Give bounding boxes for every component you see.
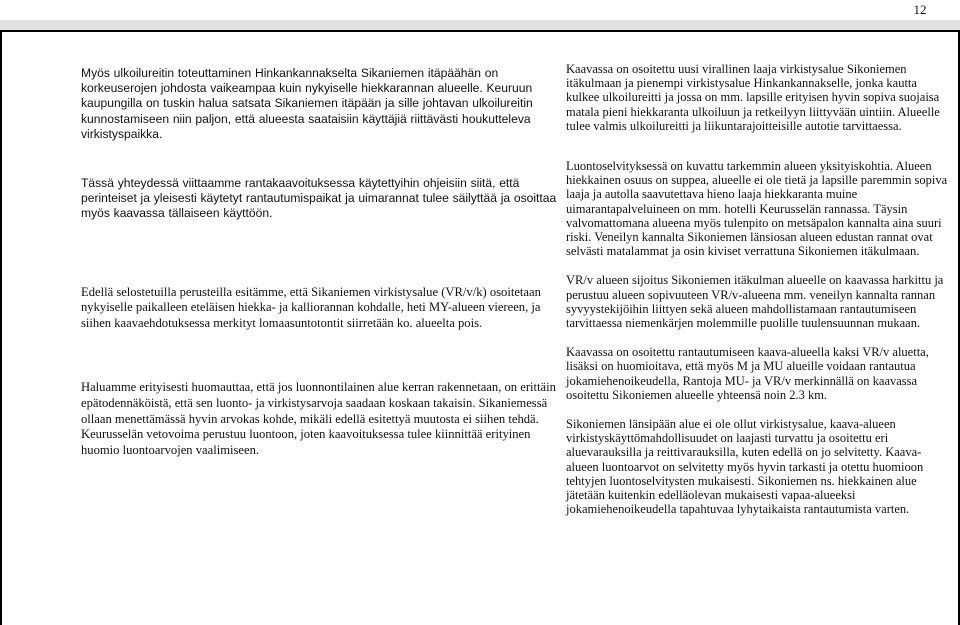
objection-paragraph-3: Edellä selostetuilla perusteilla esitämme, että Sikaniemen virkistysalue (VR/v/k) osoitetaan nykyiselle paikalleen eteläisen hiekka- ja kalliorannan kohdalle, heti MY-alueen viereen, ja siihen kaavaehdotuksessa merkityt lomaasuntotontit siirretään ko. alueelta pois.	[81, 284, 541, 330]
objection-paragraph-1: Myös ulkoilureitin toteuttaminen Hinkankannakselta Sikaniemen itäpäähän on korkeuserojen johdosta vaikeampaa kuin nykyiselle hiekkarannan alueelle. Keuruun kaupungilla on tuskin halua satsata Sikaniemen itäpään ja sille johtavan ulkoilureitin kunnostamiseen niin paljon, että alueesta saataisiin käyttäjiä riittävästi houkutteleva virkistyspaikka.	[81, 66, 533, 141]
objection-paragraph-2: Tässä yhteydessä viittaamme rantakaavoituksessa käytettyihin ohjeisiin siitä, että perinteiset ja yleisesti käytetyt rantautumispaikat ja uimarannat tulee säilyttää ja osoittaa myös kaavassa tällaiseen käyttöön.	[81, 176, 557, 221]
header-bar	[0, 20, 960, 30]
table-left-border	[0, 30, 2, 625]
page-number: 12	[913, 2, 927, 17]
response-paragraph-5: Sikoniemen länsipään alue ei ole ollut virkistysalue, kaava-alueen virkistyskäyttömahdollisuudet on laajasti turvattu ja osoitettu eri aluevarauksilla ja reittivarauksilla, kuten edellä on jo selvitetty. Kaava-alueen luontoarvot on selvitetty myös hyvin tarkasti ja otettu huomioon tehtyjen luontoselvitysten mukaisesti. Sikoniemen ns. hiekkainen alue jätetään kuitenkin edelläolevan mukaisesti vapaa-alueeksi jokamiehenoikeudella tapahtuvaa lyhytaikaista rantautumista varten.	[566, 417, 924, 517]
objection-column	[81, 66, 557, 458]
response-paragraph-2: Luontoselvityksessä on kuvattu tarkemmin alueen yksityiskohtia. Alueen hiekkainen osuus on suppea, alueelle ei ole tietä ja lapsille paremmin sopiva laaja ja autolla saavutettava hieno laaja hiekkaranta muine uimarantapalveluineen on mm. hotelli Keurusselän rannassa. Täysin valvomattomana alueena myös tulenpito on metsäpalon kannalta aina suuri riski. Veneilyn kannalta Sikoniemen länsiosan alueen edustan rannat ovat selvästi matalammat ja osin kiviset verrattuna Sikoniemen itäkulmaan.	[566, 159, 948, 259]
objection-paragraph-4: Haluamme erityisesti huomauttaa, että jos luonnontilainen alue kerran rakennetaan, on erittäin epätodennäköistä, että sen luonto- ja virkistysarvoja saadaan koskaan takaisin. Sikaniemessä ollaan menettämässä hyvin arvokas kohde, mikäli edellä esitettyä muutosta ei siihen tehdä. Keurusselän vetovoima perustuu luontoon, joten kaavoituksessa tulee kiinnittää erityinen huomio luontoarvojen vaalimiseen.	[81, 380, 556, 457]
response-paragraph-4: Kaavassa on osoitettu rantautumiseen kaava-alueella kaksi VR/v aluetta, lisäksi on huomioitava, että myös M ja MU alueille voidaan rantautua jokamiehenoikeudella, Rantoja MU- ja VR/v merkinnällä on kaavassa osoitettu Sikoniemen alueelle yhteensä noin 2.3 km.	[566, 345, 929, 402]
response-paragraph-1: Kaavassa on osoitettu uusi virallinen laaja virkistysalue Sikoniemen itäkulmaan ja pienempi virkistysalue Hinkankannakselle, jonka kautta kulkee ulkoilureitti ja jossa on mm. lapsille erityisen hyvin sopiva suojaisa matala pieni hiekkaranta ulkoiluun ja retkeilyyn liittyvään uintiin. Alueelle tulee valmis ulkoilureitti ja liikuntarajoitteisille autotie tarvittaessa.	[566, 62, 940, 133]
response-column	[566, 62, 952, 516]
response-paragraph-3: VR/v alueen sijoitus Sikoniemen itäkulman alueelle on kaavassa harkittu ja perustuu alueen sopivuuteen VR/v-alueena mm. veneilyn kannalta rannan syvyystekijöihin liittyen sekä alueen mahdollistamaan rantautumiseen tarvittaessa niemenkärjen molemmille puolille tuulensuunnan mukaan.	[566, 273, 944, 331]
table-top-border	[0, 30, 960, 32]
